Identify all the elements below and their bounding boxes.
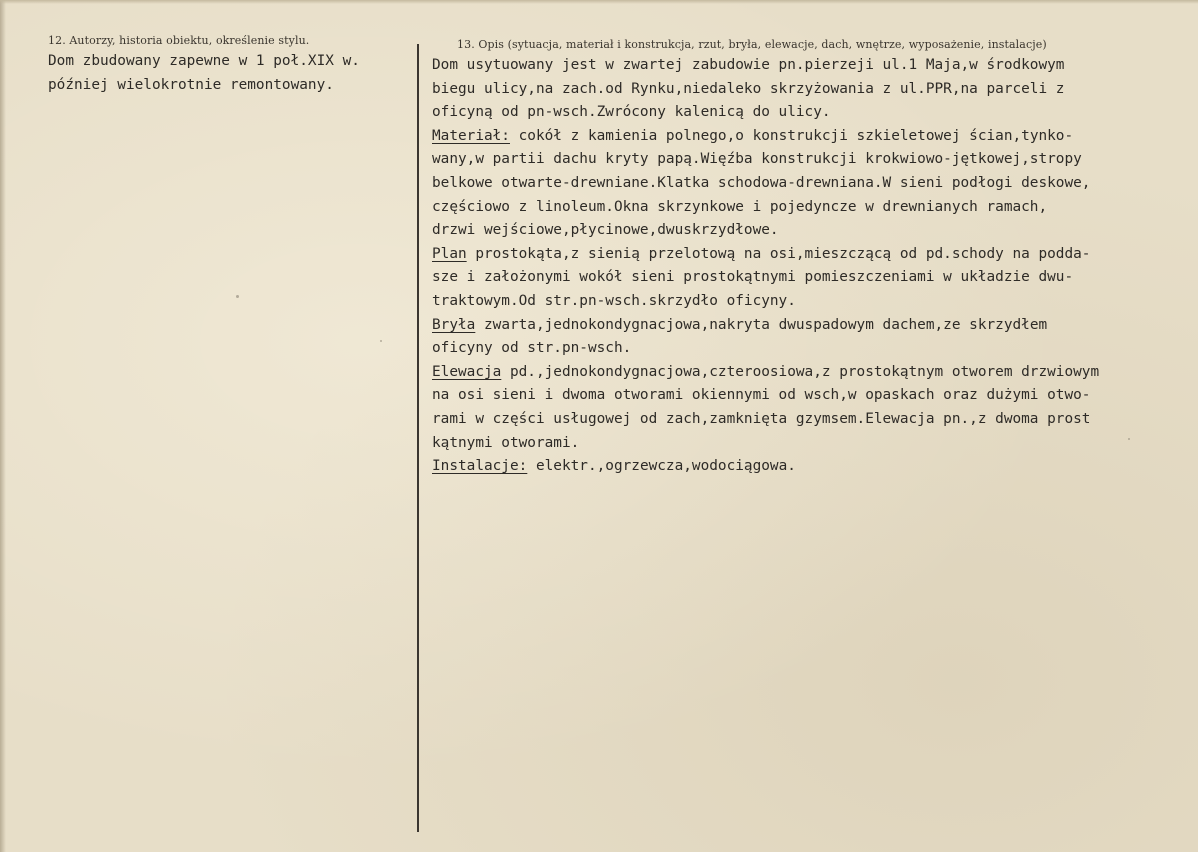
text-line: oficyną od pn-wsch.Zwrócony kalenicą do ulicy.	[432, 104, 831, 121]
text-line: oficyny od str.pn-wsch.	[432, 340, 632, 357]
text-line: na osi sieni i dwoma otworami okiennymi od wsch,w opaskach oraz dużymi otwo-	[432, 387, 1091, 404]
section-12-heading: 12. Autorzy, historia obiektu, określenie stylu.	[48, 34, 310, 47]
section-13-heading: 13. Opis (sytuacja, materiał i konstrukcja, rzut, bryła, elewacje, dach, wnętrze, wyposażenie, instalacje)	[457, 38, 1047, 51]
text-line: traktowym.Od str.pn-wsch.skrzydło oficyny.	[432, 292, 796, 309]
text-line: biegu ulicy,na zach.od Rynku,niedaleko skrzyżowania z ul.PPR,na parceli z	[432, 80, 1065, 97]
text-line: belkowe otwarte-drewniane.Klatka schodowa-drewniana.W sieni podłogi deskowe,	[432, 174, 1091, 191]
section-12-text	[48, 50, 360, 97]
instalacje-text: elektr.,ogrzewcza,wodociągowa.	[527, 458, 796, 475]
plan-text: prostokąta,z sienią przelotową na osi,mieszczącą od pd.schody na podda-	[466, 245, 1091, 262]
text-line	[432, 243, 1099, 267]
text-line: kątnymi otworami.	[432, 434, 580, 451]
page-top-shadow	[0, 0, 1198, 4]
section-13-text	[432, 54, 1099, 479]
bryla-text: zwarta,jednokondygnacjowa,nakryta dwuspadowym dachem,ze skrzydłem	[475, 316, 1048, 333]
material-label: Materiał:	[432, 127, 510, 144]
text-line	[432, 125, 1099, 149]
text-line: Dom usytuowany jest w zwartej zabudowie pn.pierzeji ul.1 Maja,w środkowym	[432, 57, 1065, 73]
column-divider	[417, 44, 419, 832]
text-line: częściowo z linoleum.Okna skrzynkowe i pojedyncze w drewnianych ramach,	[432, 198, 1048, 215]
text-line: później wielokrotnie remontowany.	[48, 76, 334, 93]
text-line	[432, 314, 1099, 338]
paper-speck	[380, 340, 382, 342]
elewacja-label: Elewacja	[432, 363, 502, 380]
text-line: drzwi wejściowe,płycinowe,dwuskrzydłowe.	[432, 222, 779, 239]
text-line	[432, 361, 1099, 385]
page-edge-shadow	[0, 0, 6, 852]
text-line: rami w części usługowej od zach,zamknięta gzymsem.Elewacja pn.,z dwoma prost	[432, 410, 1091, 427]
text-line: Dom zbudowany zapewne w 1 poł.XIX w.	[48, 53, 360, 69]
text-line	[432, 455, 1099, 479]
paper-speck	[1128, 438, 1130, 440]
plan-label: Plan	[432, 245, 467, 262]
instalacje-label: Instalacje:	[432, 458, 528, 475]
elewacja-text: pd.,jednokondygnacjowa,czteroosiowa,z prostokątnym otworem drzwiowym	[501, 363, 1100, 380]
bryla-label: Bryła	[432, 316, 476, 333]
material-text: cokół z kamienia polnego,o konstrukcji szkieletowej ścian,tynko-	[509, 127, 1074, 144]
paper-speck	[236, 295, 239, 298]
text-line: sze i założonymi wokół sieni prostokątnymi pomieszczeniami w układzie dwu-	[432, 269, 1074, 286]
text-line: wany,w partii dachu kryty papą.Więźba konstrukcji krokwiowo-jętkowej,stropy	[432, 151, 1082, 168]
